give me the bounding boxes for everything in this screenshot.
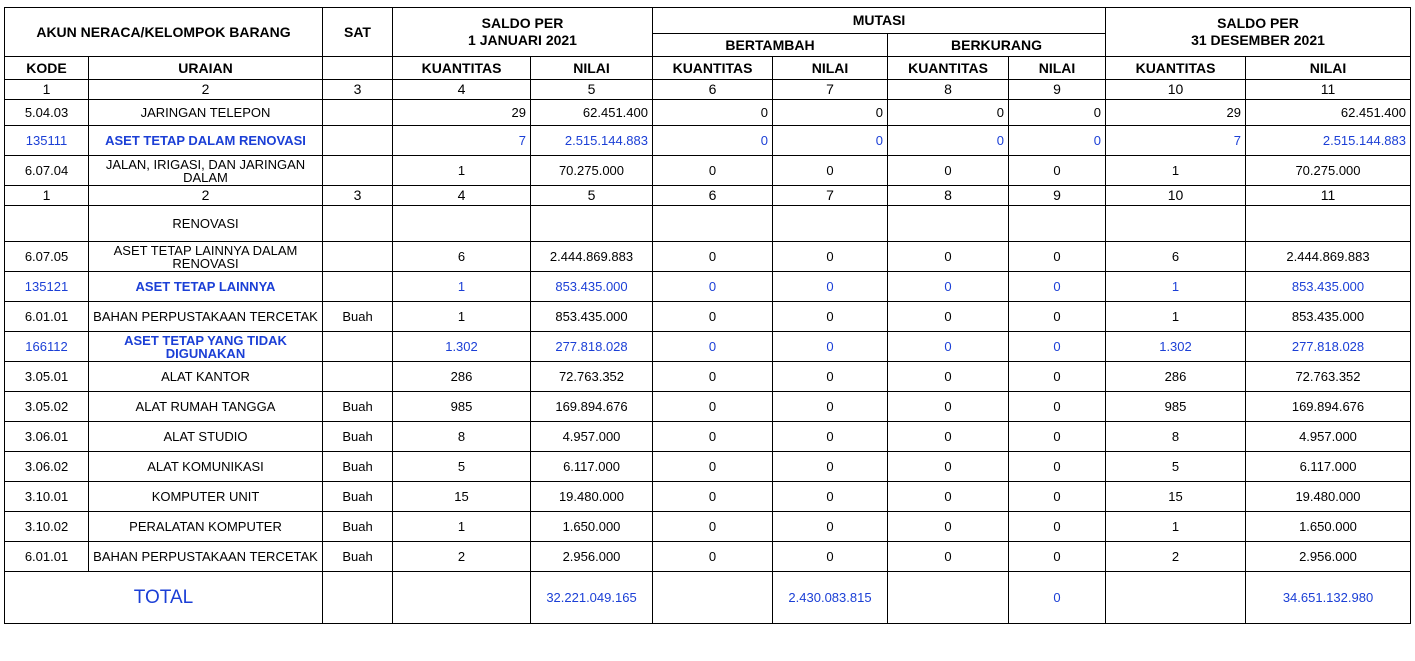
cell-kuantitas-awal: 1 bbox=[393, 512, 531, 542]
cell-uraian: ASET TETAP DALAM RENOVASI bbox=[89, 126, 323, 156]
total-label: TOTAL bbox=[5, 572, 323, 624]
header-kuantitas-akhir: KUANTITAS bbox=[1106, 57, 1246, 80]
cell-nilai-akhir: 4.957.000 bbox=[1246, 422, 1411, 452]
header-kuantitas-awal: KUANTITAS bbox=[393, 57, 531, 80]
column-number: 7 bbox=[773, 186, 888, 206]
cell-nilai-akhir bbox=[1246, 206, 1411, 242]
header-row-top bbox=[5, 8, 1411, 34]
table-row bbox=[5, 452, 1411, 482]
column-number: 8 bbox=[888, 80, 1009, 100]
cell-uraian: JALAN, IRIGASI, DAN JARINGAN DALAM bbox=[89, 156, 323, 186]
cell-kuantitas-akhir: 7 bbox=[1106, 126, 1246, 156]
column-number: 4 bbox=[393, 80, 531, 100]
cell-kode: 3.10.01 bbox=[5, 482, 89, 512]
header-saldo-akhir: SALDO PER 31 DESEMBER 2021 bbox=[1106, 8, 1411, 57]
cell-kuantitas-awal: 2 bbox=[393, 542, 531, 572]
cell-nilai-berkurang: 0 bbox=[1009, 422, 1106, 452]
cell-nilai-awal: 72.763.352 bbox=[531, 362, 653, 392]
cell-uraian: ALAT KOMUNIKASI bbox=[89, 452, 323, 482]
cell-kuantitas-akhir: 29 bbox=[1106, 100, 1246, 126]
cell-nilai-awal: 2.956.000 bbox=[531, 542, 653, 572]
cell-nilai-awal: 19.480.000 bbox=[531, 482, 653, 512]
cell-nilai-bertambah: 0 bbox=[773, 422, 888, 452]
total-empty bbox=[653, 572, 773, 624]
column-number-row bbox=[5, 186, 1411, 206]
cell-uraian: ASET TETAP LAINNYA DALAM RENOVASI bbox=[89, 242, 323, 272]
column-number: 2 bbox=[89, 186, 323, 206]
cell-uraian: KOMPUTER UNIT bbox=[89, 482, 323, 512]
cell-kuantitas-bertambah: 0 bbox=[653, 422, 773, 452]
cell-nilai-awal: 4.957.000 bbox=[531, 422, 653, 452]
cell-nilai-akhir: 70.275.000 bbox=[1246, 156, 1411, 186]
cell-kuantitas-berkurang: 0 bbox=[888, 362, 1009, 392]
cell-uraian: ALAT KANTOR bbox=[89, 362, 323, 392]
column-number: 11 bbox=[1246, 186, 1411, 206]
cell-kuantitas-awal: 1.302 bbox=[393, 332, 531, 362]
cell-kuantitas-awal: 985 bbox=[393, 392, 531, 422]
cell-kuantitas-awal: 286 bbox=[393, 362, 531, 392]
cell-nilai-berkurang: 0 bbox=[1009, 332, 1106, 362]
cell-kuantitas-bertambah: 0 bbox=[653, 242, 773, 272]
total-empty bbox=[323, 572, 393, 624]
cell-kuantitas-akhir: 1.302 bbox=[1106, 332, 1246, 362]
cell-kuantitas-akhir: 1 bbox=[1106, 272, 1246, 302]
cell-kuantitas-bertambah: 0 bbox=[653, 482, 773, 512]
cell-nilai-bertambah: 0 bbox=[773, 302, 888, 332]
cell-kuantitas-berkurang: 0 bbox=[888, 126, 1009, 156]
cell-kuantitas-akhir: 8 bbox=[1106, 422, 1246, 452]
cell-sat: Buah bbox=[323, 302, 393, 332]
cell-kuantitas-bertambah: 0 bbox=[653, 126, 773, 156]
cell-nilai-bertambah: 0 bbox=[773, 242, 888, 272]
cell-sat bbox=[323, 206, 393, 242]
total-nilai-bertambah: 2.430.083.815 bbox=[773, 572, 888, 624]
header-berkurang: BERKURANG bbox=[888, 34, 1106, 57]
header-nilai-awal: NILAI bbox=[531, 57, 653, 80]
cell-sat bbox=[323, 242, 393, 272]
header-nilai-bertambah: NILAI bbox=[773, 57, 888, 80]
cell-kuantitas-awal: 1 bbox=[393, 156, 531, 186]
cell-kuantitas-awal: 1 bbox=[393, 272, 531, 302]
column-number: 5 bbox=[531, 80, 653, 100]
cell-nilai-awal: 853.435.000 bbox=[531, 272, 653, 302]
total-nilai-awal: 32.221.049.165 bbox=[531, 572, 653, 624]
cell-kuantitas-akhir: 985 bbox=[1106, 392, 1246, 422]
cell-nilai-bertambah: 0 bbox=[773, 392, 888, 422]
total-empty bbox=[1106, 572, 1246, 624]
column-number: 1 bbox=[5, 186, 89, 206]
total-nilai-berkurang: 0 bbox=[1009, 572, 1106, 624]
cell-kuantitas-bertambah bbox=[653, 206, 773, 242]
cell-nilai-bertambah: 0 bbox=[773, 362, 888, 392]
cell-nilai-akhir: 853.435.000 bbox=[1246, 272, 1411, 302]
table-row bbox=[5, 156, 1411, 186]
column-number: 5 bbox=[531, 186, 653, 206]
cell-nilai-akhir: 2.515.144.883 bbox=[1246, 126, 1411, 156]
table-row bbox=[5, 302, 1411, 332]
cell-kuantitas-bertambah: 0 bbox=[653, 362, 773, 392]
header-kuantitas-bertambah: KUANTITAS bbox=[653, 57, 773, 80]
cell-kode: 6.01.01 bbox=[5, 302, 89, 332]
column-number: 7 bbox=[773, 80, 888, 100]
total-nilai-akhir: 34.651.132.980 bbox=[1246, 572, 1411, 624]
cell-sat bbox=[323, 156, 393, 186]
column-number: 6 bbox=[653, 80, 773, 100]
header-sat-empty bbox=[323, 57, 393, 80]
cell-kuantitas-akhir: 5 bbox=[1106, 452, 1246, 482]
column-number: 9 bbox=[1009, 186, 1106, 206]
cell-nilai-berkurang: 0 bbox=[1009, 302, 1106, 332]
cell-sat: Buah bbox=[323, 542, 393, 572]
cell-kuantitas-awal: 1 bbox=[393, 302, 531, 332]
cell-kuantitas-awal: 15 bbox=[393, 482, 531, 512]
cell-nilai-akhir: 169.894.676 bbox=[1246, 392, 1411, 422]
cell-kode: 5.04.03 bbox=[5, 100, 89, 126]
cell-nilai-bertambah: 0 bbox=[773, 512, 888, 542]
column-number: 11 bbox=[1246, 80, 1411, 100]
column-number: 3 bbox=[323, 80, 393, 100]
cell-sat: Buah bbox=[323, 392, 393, 422]
cell-nilai-awal: 2.515.144.883 bbox=[531, 126, 653, 156]
cell-nilai-bertambah: 0 bbox=[773, 332, 888, 362]
cell-uraian: ASET TETAP YANG TIDAK DIGUNAKAN bbox=[89, 332, 323, 362]
table-row bbox=[5, 392, 1411, 422]
cell-kuantitas-bertambah: 0 bbox=[653, 332, 773, 362]
total-empty bbox=[393, 572, 531, 624]
cell-nilai-berkurang bbox=[1009, 206, 1106, 242]
cell-kuantitas-akhir: 286 bbox=[1106, 362, 1246, 392]
cell-kuantitas-berkurang bbox=[888, 206, 1009, 242]
cell-nilai-akhir: 62.451.400 bbox=[1246, 100, 1411, 126]
cell-kode: 135111 bbox=[5, 126, 89, 156]
cell-kuantitas-bertambah: 0 bbox=[653, 392, 773, 422]
cell-kuantitas-bertambah: 0 bbox=[653, 156, 773, 186]
cell-sat bbox=[323, 332, 393, 362]
column-number: 10 bbox=[1106, 80, 1246, 100]
cell-nilai-bertambah: 0 bbox=[773, 272, 888, 302]
header-kode: KODE bbox=[5, 57, 89, 80]
cell-uraian: PERALATAN KOMPUTER bbox=[89, 512, 323, 542]
cell-nilai-awal: 1.650.000 bbox=[531, 512, 653, 542]
cell-nilai-akhir: 2.444.869.883 bbox=[1246, 242, 1411, 272]
cell-kode: 3.05.01 bbox=[5, 362, 89, 392]
table-row bbox=[5, 482, 1411, 512]
cell-kode: 3.10.02 bbox=[5, 512, 89, 542]
cell-kuantitas-akhir: 2 bbox=[1106, 542, 1246, 572]
cell-nilai-akhir: 6.117.000 bbox=[1246, 452, 1411, 482]
cell-kuantitas-akhir: 15 bbox=[1106, 482, 1246, 512]
cell-nilai-akhir: 1.650.000 bbox=[1246, 512, 1411, 542]
cell-kuantitas-bertambah: 0 bbox=[653, 512, 773, 542]
cell-nilai-berkurang: 0 bbox=[1009, 362, 1106, 392]
table-row bbox=[5, 100, 1411, 126]
header-kuantitas-berkurang: KUANTITAS bbox=[888, 57, 1009, 80]
cell-kode: 6.07.04 bbox=[5, 156, 89, 186]
cell-sat: Buah bbox=[323, 422, 393, 452]
header-row-columns bbox=[5, 57, 1411, 80]
cell-kode: 3.06.02 bbox=[5, 452, 89, 482]
cell-nilai-awal: 70.275.000 bbox=[531, 156, 653, 186]
cell-kuantitas-awal bbox=[393, 206, 531, 242]
cell-nilai-berkurang: 0 bbox=[1009, 100, 1106, 126]
cell-nilai-awal: 2.444.869.883 bbox=[531, 242, 653, 272]
cell-uraian: RENOVASI bbox=[89, 206, 323, 242]
header-nilai-akhir: NILAI bbox=[1246, 57, 1411, 80]
cell-uraian: ASET TETAP LAINNYA bbox=[89, 272, 323, 302]
header-bertambah: BERTAMBAH bbox=[653, 34, 888, 57]
cell-nilai-bertambah: 0 bbox=[773, 542, 888, 572]
cell-kuantitas-berkurang: 0 bbox=[888, 272, 1009, 302]
table-row bbox=[5, 272, 1411, 302]
cell-kuantitas-berkurang: 0 bbox=[888, 100, 1009, 126]
cell-kuantitas-berkurang: 0 bbox=[888, 422, 1009, 452]
cell-sat bbox=[323, 126, 393, 156]
cell-kuantitas-bertambah: 0 bbox=[653, 302, 773, 332]
column-number: 2 bbox=[89, 80, 323, 100]
cell-uraian: ALAT RUMAH TANGGA bbox=[89, 392, 323, 422]
cell-nilai-berkurang: 0 bbox=[1009, 512, 1106, 542]
cell-kuantitas-berkurang: 0 bbox=[888, 242, 1009, 272]
column-number-row bbox=[5, 80, 1411, 100]
cell-nilai-bertambah bbox=[773, 206, 888, 242]
cell-kuantitas-berkurang: 0 bbox=[888, 542, 1009, 572]
cell-nilai-akhir: 72.763.352 bbox=[1246, 362, 1411, 392]
cell-sat bbox=[323, 100, 393, 126]
cell-nilai-akhir: 277.818.028 bbox=[1246, 332, 1411, 362]
cell-kuantitas-berkurang: 0 bbox=[888, 332, 1009, 362]
cell-kuantitas-berkurang: 0 bbox=[888, 482, 1009, 512]
cell-nilai-awal: 6.117.000 bbox=[531, 452, 653, 482]
column-number: 9 bbox=[1009, 80, 1106, 100]
cell-kode: 6.07.05 bbox=[5, 242, 89, 272]
table-row bbox=[5, 206, 1411, 242]
cell-nilai-akhir: 853.435.000 bbox=[1246, 302, 1411, 332]
cell-nilai-akhir: 2.956.000 bbox=[1246, 542, 1411, 572]
cell-kuantitas-akhir bbox=[1106, 206, 1246, 242]
cell-nilai-awal: 62.451.400 bbox=[531, 100, 653, 126]
cell-kuantitas-berkurang: 0 bbox=[888, 156, 1009, 186]
column-number: 8 bbox=[888, 186, 1009, 206]
cell-kode: 3.05.02 bbox=[5, 392, 89, 422]
cell-kuantitas-akhir: 1 bbox=[1106, 302, 1246, 332]
cell-kuantitas-akhir: 1 bbox=[1106, 512, 1246, 542]
header-uraian: URAIAN bbox=[89, 57, 323, 80]
cell-sat bbox=[323, 362, 393, 392]
cell-nilai-berkurang: 0 bbox=[1009, 482, 1106, 512]
cell-sat: Buah bbox=[323, 452, 393, 482]
cell-uraian: BAHAN PERPUSTAKAAN TERCETAK bbox=[89, 542, 323, 572]
cell-kuantitas-awal: 5 bbox=[393, 452, 531, 482]
cell-nilai-bertambah: 0 bbox=[773, 100, 888, 126]
cell-nilai-bertambah: 0 bbox=[773, 452, 888, 482]
inventory-balance-table bbox=[4, 7, 1411, 624]
cell-kode: 166112 bbox=[5, 332, 89, 362]
cell-nilai-bertambah: 0 bbox=[773, 126, 888, 156]
cell-kode: 3.06.01 bbox=[5, 422, 89, 452]
cell-nilai-berkurang: 0 bbox=[1009, 126, 1106, 156]
table-row bbox=[5, 542, 1411, 572]
cell-kuantitas-bertambah: 0 bbox=[653, 542, 773, 572]
cell-kuantitas-awal: 29 bbox=[393, 100, 531, 126]
cell-sat: Buah bbox=[323, 482, 393, 512]
cell-uraian: ALAT STUDIO bbox=[89, 422, 323, 452]
cell-nilai-awal bbox=[531, 206, 653, 242]
header-mutasi: MUTASI bbox=[653, 8, 1106, 34]
cell-uraian: BAHAN PERPUSTAKAAN TERCETAK bbox=[89, 302, 323, 332]
table-row bbox=[5, 422, 1411, 452]
cell-nilai-awal: 853.435.000 bbox=[531, 302, 653, 332]
cell-kuantitas-bertambah: 0 bbox=[653, 452, 773, 482]
cell-nilai-berkurang: 0 bbox=[1009, 242, 1106, 272]
table-row bbox=[5, 512, 1411, 542]
column-number: 1 bbox=[5, 80, 89, 100]
cell-nilai-bertambah: 0 bbox=[773, 156, 888, 186]
cell-kuantitas-berkurang: 0 bbox=[888, 302, 1009, 332]
column-number: 6 bbox=[653, 186, 773, 206]
cell-kuantitas-awal: 6 bbox=[393, 242, 531, 272]
cell-nilai-awal: 277.818.028 bbox=[531, 332, 653, 362]
table-row bbox=[5, 332, 1411, 362]
cell-nilai-berkurang: 0 bbox=[1009, 452, 1106, 482]
cell-nilai-awal: 169.894.676 bbox=[531, 392, 653, 422]
table-row bbox=[5, 242, 1411, 272]
cell-kuantitas-berkurang: 0 bbox=[888, 452, 1009, 482]
table-row bbox=[5, 362, 1411, 392]
cell-sat: Buah bbox=[323, 512, 393, 542]
cell-kode bbox=[5, 206, 89, 242]
cell-kuantitas-akhir: 1 bbox=[1106, 156, 1246, 186]
column-number: 3 bbox=[323, 186, 393, 206]
cell-kuantitas-awal: 7 bbox=[393, 126, 531, 156]
total-row bbox=[5, 572, 1411, 624]
header-sat: SAT bbox=[323, 8, 393, 57]
cell-kuantitas-berkurang: 0 bbox=[888, 512, 1009, 542]
cell-nilai-berkurang: 0 bbox=[1009, 156, 1106, 186]
cell-nilai-berkurang: 0 bbox=[1009, 542, 1106, 572]
column-number: 4 bbox=[393, 186, 531, 206]
header-saldo-awal: SALDO PER 1 JANUARI 2021 bbox=[393, 8, 653, 57]
column-number: 10 bbox=[1106, 186, 1246, 206]
cell-sat bbox=[323, 272, 393, 302]
cell-kuantitas-akhir: 6 bbox=[1106, 242, 1246, 272]
cell-nilai-berkurang: 0 bbox=[1009, 272, 1106, 302]
cell-kode: 135121 bbox=[5, 272, 89, 302]
cell-nilai-berkurang: 0 bbox=[1009, 392, 1106, 422]
cell-kuantitas-awal: 8 bbox=[393, 422, 531, 452]
cell-kuantitas-bertambah: 0 bbox=[653, 272, 773, 302]
cell-uraian: JARINGAN TELEPON bbox=[89, 100, 323, 126]
total-empty bbox=[888, 572, 1009, 624]
cell-nilai-akhir: 19.480.000 bbox=[1246, 482, 1411, 512]
cell-kode: 6.01.01 bbox=[5, 542, 89, 572]
cell-nilai-bertambah: 0 bbox=[773, 482, 888, 512]
cell-kuantitas-berkurang: 0 bbox=[888, 392, 1009, 422]
header-akun: AKUN NERACA/KELOMPOK BARANG bbox=[5, 8, 323, 57]
cell-kuantitas-bertambah: 0 bbox=[653, 100, 773, 126]
table-row bbox=[5, 126, 1411, 156]
header-nilai-berkurang: NILAI bbox=[1009, 57, 1106, 80]
